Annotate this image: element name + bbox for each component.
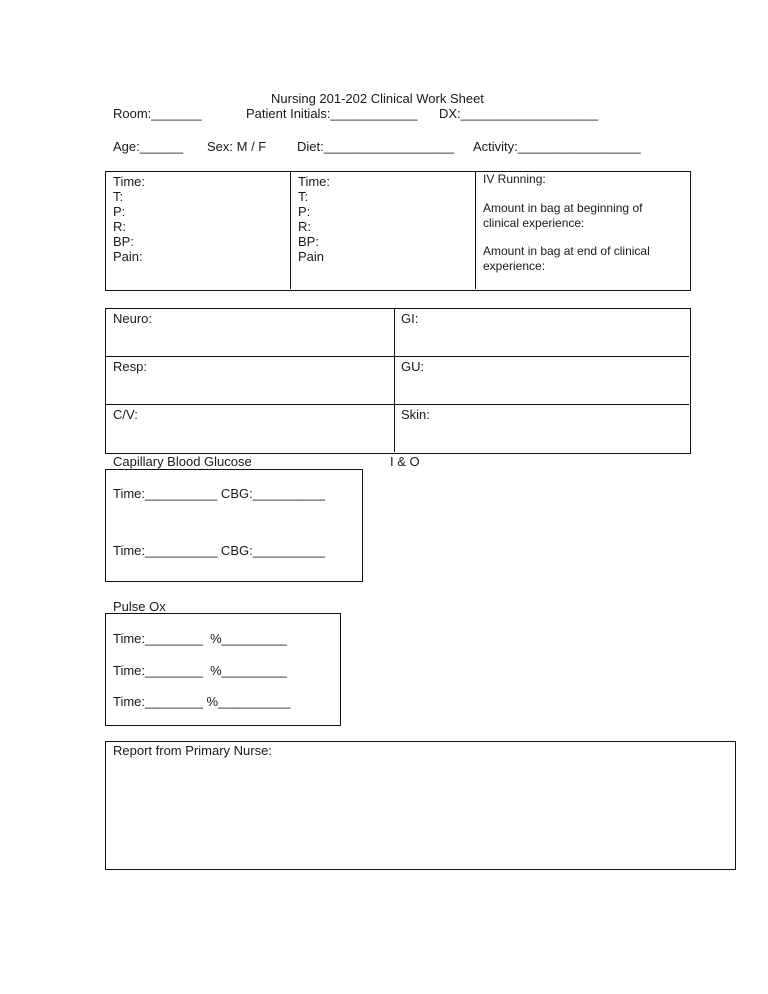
pulse-ox-row-2[interactable]: Time:________ %_________: [113, 663, 287, 678]
gi-label[interactable]: GI:: [401, 311, 419, 326]
io-heading: I & O: [390, 454, 420, 469]
iv-begin-amount-label[interactable]: Amount in bag at beginning of clinical experience:: [483, 201, 643, 230]
vitals-divider-1: [290, 172, 291, 289]
worksheet-title: Nursing 201-202 Clinical Work Sheet: [271, 91, 484, 106]
iv-end-amount-label[interactable]: Amount in bag at end of clinical experience:: [483, 244, 650, 273]
pulse-ox-row-1[interactable]: Time:________ %_________: [113, 631, 287, 646]
glucose-row-1[interactable]: Time:__________ CBG:__________: [113, 486, 326, 501]
iv-running-label[interactable]: IV Running:: [483, 172, 546, 186]
resp-label[interactable]: Resp:: [113, 359, 147, 374]
report-label: Report from Primary Nurse:: [113, 743, 272, 758]
systems-divider-row-1: [106, 356, 689, 357]
pulse-ox-heading: Pulse Ox: [113, 599, 166, 614]
glucose-row-2[interactable]: Time:__________ CBG:__________: [113, 543, 326, 558]
pulse-ox-row-3[interactable]: Time:________ %__________: [113, 694, 291, 709]
room-field[interactable]: Room:_______: [113, 106, 202, 121]
age-field[interactable]: Age:______: [113, 139, 184, 154]
vitals-divider-2: [475, 172, 476, 289]
vitals-table: [105, 171, 691, 291]
report-box[interactable]: [105, 741, 736, 870]
glucose-box: [105, 469, 363, 582]
systems-divider-vertical: [394, 309, 395, 452]
vitals-column-2[interactable]: Time: T: P: R: BP: Pain: [298, 174, 331, 264]
skin-label[interactable]: Skin:: [401, 407, 430, 422]
vitals-column-1[interactable]: Time: T: P: R: BP: Pain:: [113, 174, 146, 264]
systems-divider-row-2: [106, 404, 689, 405]
activity-field[interactable]: Activity:_________________: [473, 139, 641, 154]
neuro-label[interactable]: Neuro:: [113, 311, 153, 326]
sex-field[interactable]: Sex: M / F: [207, 139, 267, 154]
pulse-ox-box: [105, 613, 341, 726]
systems-table: [105, 308, 691, 454]
glucose-heading: Capillary Blood Glucose: [113, 454, 252, 469]
gu-label[interactable]: GU:: [401, 359, 425, 374]
cv-label[interactable]: C/V:: [113, 407, 138, 422]
patient-initials-field[interactable]: Patient Initials:____________: [246, 106, 418, 121]
dx-field[interactable]: DX:___________________: [439, 106, 599, 121]
diet-field[interactable]: Diet:__________________: [297, 139, 454, 154]
